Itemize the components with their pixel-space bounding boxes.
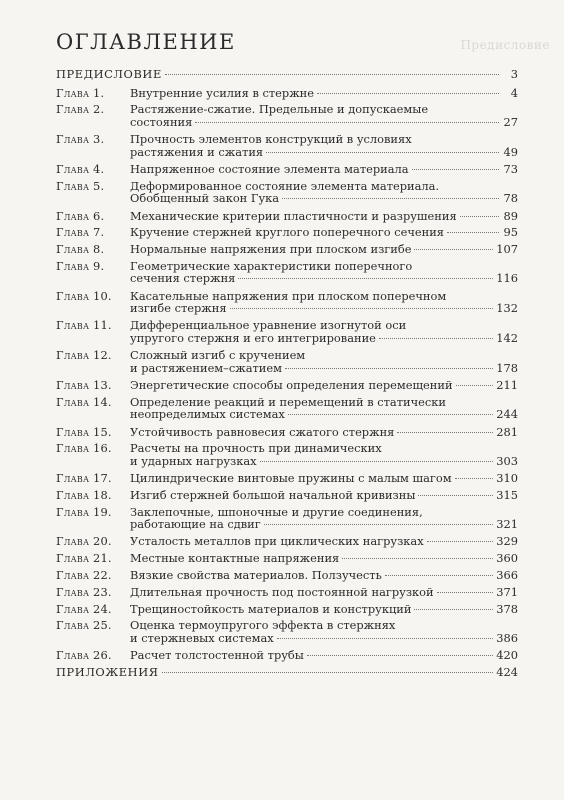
chapter-label: Глава 6. [56,208,105,223]
chapter-page-number: 73 [503,161,518,176]
dot-leader [455,478,494,479]
preface-title: ПРЕДИСЛОВИЕ [56,67,162,81]
dot-leader [162,672,494,673]
toc-chapter-row [56,472,518,485]
chapter-page-number: 329 [496,534,518,549]
chapter-label: Глава 11. [56,318,112,333]
chapter-title-line: Изгиб стержней большой начальной кривизны [130,487,416,502]
toc-chapter-row [56,442,518,467]
appendix-title: ПРИЛОЖЕНИЯ [56,664,159,679]
toc-chapter-row [56,226,518,239]
toc-chapter-row [56,396,518,421]
chapter-title-line: Прочность элементов конструкций в условиях [130,132,412,147]
chapter-label: Глава 15. [56,424,112,439]
chapter-page-number: 49 [503,144,518,159]
toc-chapter-row [56,103,518,128]
chapter-label: Глава 1. [56,85,105,100]
toc-chapter-row [56,319,518,344]
toc-chapter-row [56,603,518,616]
chapter-page-number: 178 [496,360,518,375]
chapter-page-number: 89 [503,208,518,223]
chapter-title-line: Касательные напряжения при плоском поперечном [130,288,447,303]
dot-leader [288,414,493,415]
toc-chapter-row [56,426,518,439]
toc-chapter-row [56,489,518,502]
toc-chapter-row [56,569,518,582]
toc-appendix [56,666,518,679]
chapter-label: Глава 19. [56,504,112,519]
chapter-label: Глава 26. [56,648,112,663]
chapter-title-line: Внутренние усилия в стержне [130,85,315,100]
chapter-label: Глава 18. [56,487,112,502]
chapter-label: Глава 12. [56,348,112,363]
chapter-label: Глава 7. [56,225,105,240]
chapter-page-number: 303 [496,453,518,468]
chapter-label: Глава 13. [56,377,112,392]
toc-chapter-row [56,87,518,100]
chapter-page-number: 378 [496,601,518,616]
chapter-page-number: 281 [496,424,518,439]
chapter-page-number: 366 [496,568,518,582]
dot-leader [317,93,499,94]
toc-chapter-row [56,180,518,205]
chapter-label: Глава 22. [56,568,112,582]
chapter-list [56,87,518,662]
toc-chapter-row [56,290,518,315]
chapter-page-number: 4 [510,85,518,100]
chapter-label: Глава 20. [56,534,112,549]
chapter-page-number: 132 [496,301,518,316]
chapter-label: Глава 21. [56,551,112,566]
toc-preface [56,68,518,81]
chapter-title-line: растяжения и сжатия [130,144,264,159]
dot-leader [342,558,493,559]
bleed-through-header: Предисловие [460,38,550,52]
chapter-title-line: Кручение стержней круглого поперечного сечения [130,225,444,240]
dot-leader [447,232,499,233]
chapter-label: Глава 16. [56,441,112,456]
chapter-title-line: Геометрические характеристики поперечного [130,258,413,273]
chapter-page-number: 211 [496,377,518,392]
dot-leader [230,308,494,309]
appendix-page: 424 [496,664,518,679]
toc-chapter-row [56,163,518,176]
chapter-title-line: неопределимых системах [130,407,285,422]
chapter-label: Глава 17. [56,471,112,486]
chapter-label: Глава 8. [56,242,105,257]
dot-leader [414,249,493,250]
dot-leader [437,592,494,593]
dot-leader [260,461,494,462]
chapter-page-number: 310 [496,471,518,486]
chapter-title-line: Вязкие свойства материалов. Ползучесть [130,568,382,582]
toc-chapter-row [56,649,518,662]
chapter-title-line: Расчеты на прочность при динамических [130,441,382,456]
chapter-page-number: 244 [496,407,518,422]
chapter-label: Глава 2. [56,102,105,117]
table-of-contents [56,66,518,683]
chapter-title-line: изгибе стержня [130,301,227,316]
toc-chapter-row [56,552,518,565]
chapter-title-line: Трещиностойкость материалов и конструкций [130,601,412,616]
chapter-page-number: 142 [496,331,518,345]
chapter-label: Глава 14. [56,394,112,409]
chapter-page-number: 95 [503,225,518,240]
dot-leader [385,575,493,576]
chapter-title-line: Длительная прочность под постоянной нагрузкой [130,584,434,599]
chapter-page-number: 27 [503,114,518,129]
chapter-title-line: и растяжением–сжатием [130,360,283,375]
preface-page: 3 [510,67,518,81]
chapter-title-line: сечения стержня [130,271,236,286]
chapter-page-number: 321 [496,517,518,532]
dot-leader [460,216,499,217]
chapter-title-line: состояния [130,114,193,129]
chapter-label: Глава 3. [56,132,105,147]
chapter-page-number: 107 [496,242,518,257]
chapter-title-line: и ударных нагрузках [130,453,257,468]
dot-leader [277,638,494,639]
chapter-title-line: Определение реакций и перемещений в статически [130,394,446,409]
chapter-title-line: Напряженное состояние элемента материала [130,161,409,176]
toc-chapter-row [56,619,518,644]
toc-chapter-row [56,379,518,392]
dot-leader [418,495,493,496]
chapter-title-line: Заклепочные, шпоночные и другие соединения, [130,504,423,519]
chapter-label: Глава 23. [56,584,112,599]
toc-chapter-row [56,535,518,548]
page-title: ОГЛАВЛЕНИЕ [56,30,236,54]
chapter-title-line: Растяжение-сжатие. Предельные и допускаемые [130,102,429,117]
chapter-label: Глава 10. [56,288,112,303]
chapter-page-number: 360 [496,551,518,566]
dot-leader [238,278,493,279]
chapter-label: Глава 24. [56,601,112,616]
dot-leader [412,169,499,170]
chapter-title-line: Расчет толстостенной трубы [130,648,304,663]
chapter-page-number: 116 [496,271,518,286]
chapter-label: Глава 4. [56,161,105,176]
chapter-title-line: Обобщенный закон Гука [130,191,280,206]
chapter-page-number: 420 [496,648,518,663]
dot-leader [379,338,493,339]
chapter-title-line: Энергетические способы определения перемещений [130,377,453,392]
dot-leader [195,122,499,123]
toc-chapter-row [56,586,518,599]
chapter-title-line: работающие на сдвиг [130,517,261,532]
chapter-title-line: Усталость металлов при циклических нагрузках [130,534,424,549]
dot-leader [264,524,494,525]
dot-leader [307,655,493,656]
chapter-title-line: Дифференциальное уравнение изогнутой оси [130,318,407,333]
toc-chapter-row [56,210,518,223]
dot-leader [165,74,499,75]
chapter-title-line: Оценка термоупругого эффекта в стержнях [130,618,396,633]
toc-chapter-row [56,243,518,256]
chapter-page-number: 78 [503,191,518,206]
chapter-title-line: и стержневых системах [130,630,274,645]
chapter-page-number: 315 [496,487,518,502]
dot-leader [397,432,493,433]
toc-chapter-row [56,260,518,285]
chapter-page-number: 386 [496,630,518,645]
chapter-page-number: 371 [496,584,518,599]
toc-chapter-row [56,349,518,374]
dot-leader [427,541,494,542]
dot-leader [414,609,493,610]
chapter-label: Глава 5. [56,178,105,193]
chapter-title-line: Устойчивость равновесия сжатого стержня [130,424,395,439]
dot-leader [266,152,499,153]
chapter-title-line: Нормальные напряжения при плоском изгибе [130,242,412,257]
dot-leader [285,368,493,369]
chapter-title-line: Местные контактные напряжения [130,551,340,566]
chapter-label: Глава 9. [56,258,105,273]
chapter-title-line: Деформированное состояние элемента материала. [130,178,440,193]
chapter-label: Глава 25. [56,618,112,633]
chapter-title-line: Сложный изгиб с кручением [130,348,306,363]
chapter-title-line: упругого стержня и его интегрирование [130,331,376,345]
dot-leader [456,385,494,386]
toc-chapter-row [56,133,518,158]
chapter-title-line: Цилиндрические винтовые пружины с малым шагом [130,471,452,486]
toc-chapter-row [56,506,518,531]
dot-leader [282,198,499,199]
chapter-title-line: Механические критерии пластичности и разрушения [130,208,457,223]
